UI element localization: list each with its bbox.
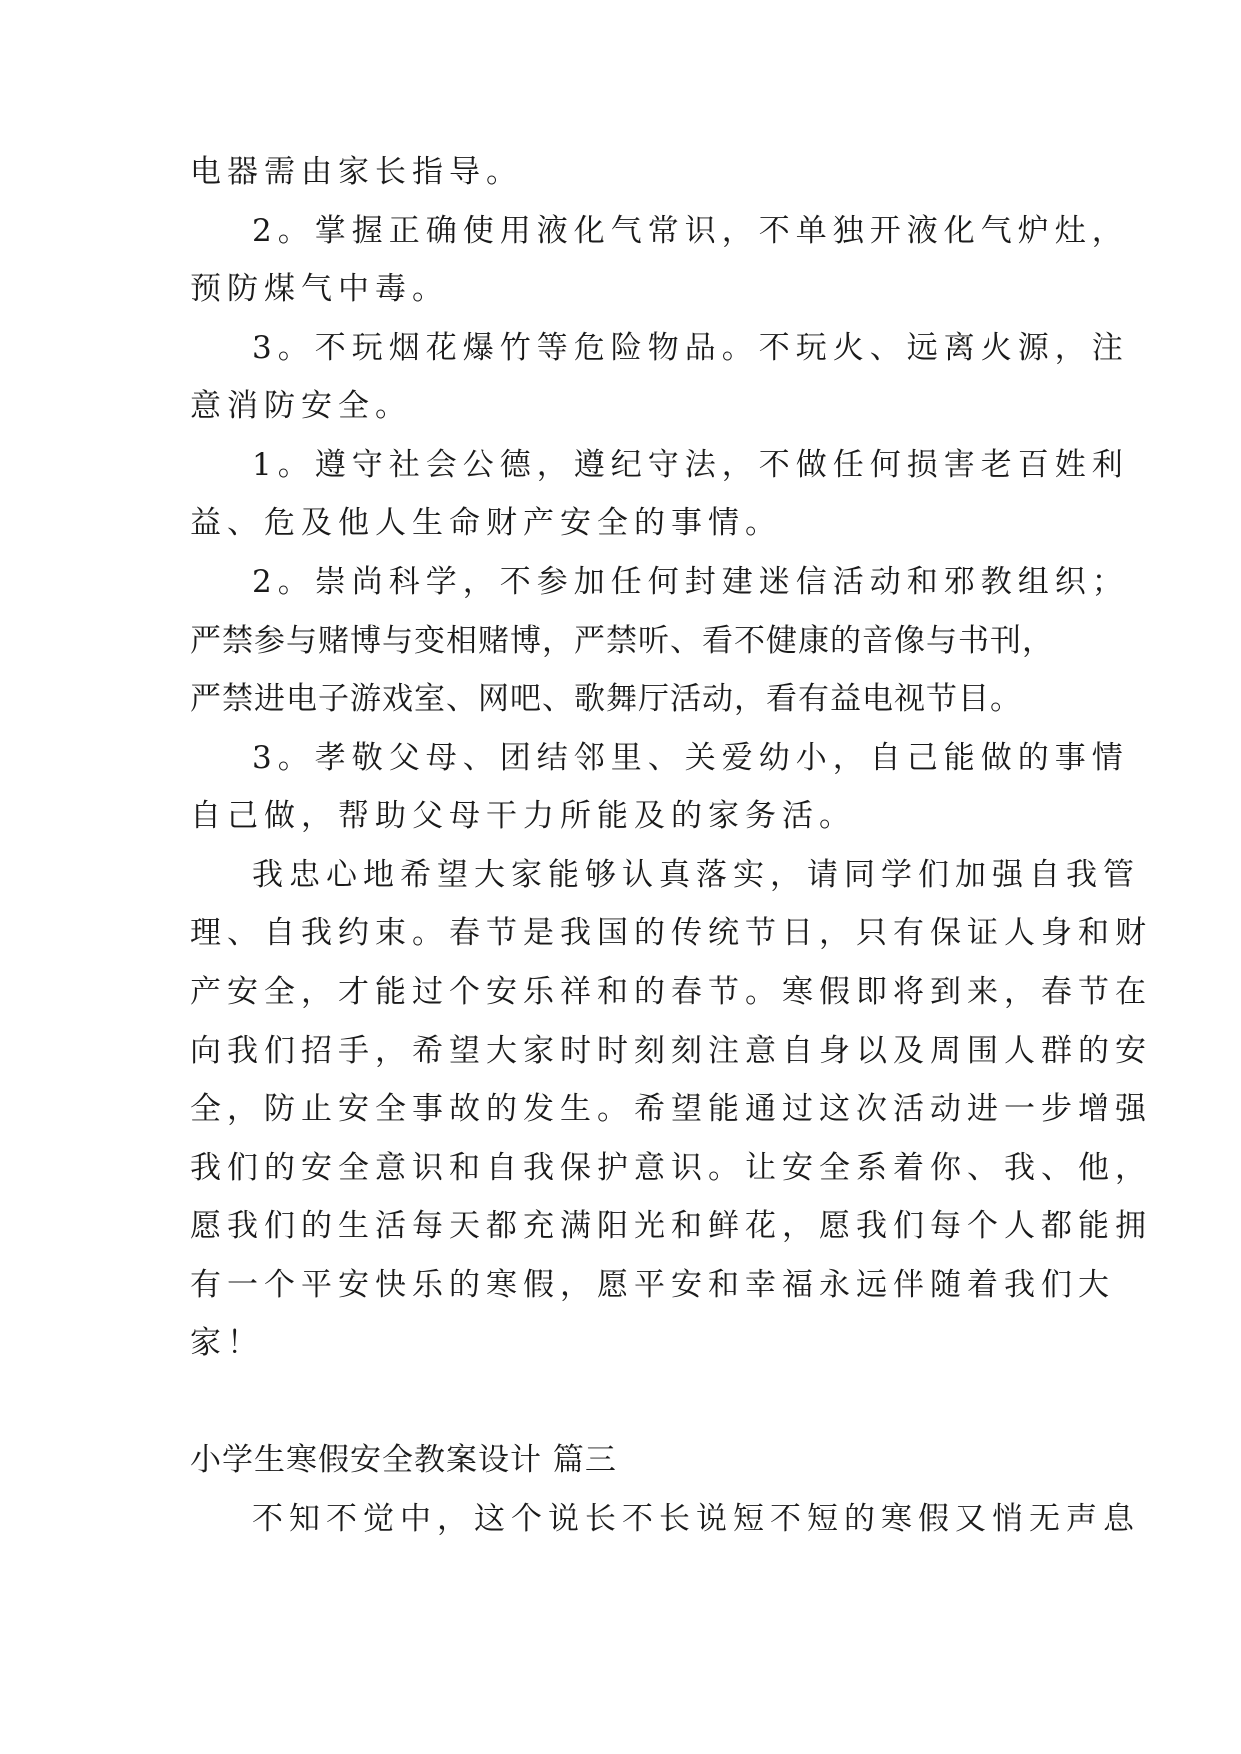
text-line: 理、自我约束。春节是我国的传统节日，只有保证人身和财 [190, 915, 1152, 951]
text-line: 2。掌握正确使用液化气常识，不单独开液化气炉灶， [252, 213, 1129, 249]
text-line: 益、危及他人生命财产安全的事情。 [190, 505, 782, 541]
text-line: 不知不觉中，这个说长不长说短不短的寒假又悄无声息 [252, 1501, 1140, 1537]
text-line: 意消防安全。 [190, 388, 412, 424]
text-line: 愿我们的生活每天都充满阳光和鲜花，愿我们每个人都能拥 [190, 1208, 1152, 1244]
text-line: 1。遵守社会公德，遵纪守法，不做任何损害老百姓利 [252, 447, 1129, 483]
section-heading: 小学生寒假安全教案设计 篇三 [190, 1442, 617, 1478]
text-line: 3。孝敬父母、团结邻里、关爱幼小，自己能做的事情 [252, 740, 1129, 776]
text-line: 我忠心地希望大家能够认真落实，请同学们加强自我管 [252, 857, 1140, 893]
text-line: 我们的安全意识和自我保护意识。让安全系着你、我、他， [190, 1150, 1152, 1186]
text-line: 产安全，才能过个安乐祥和的春节。寒假即将到来，春节在 [190, 974, 1152, 1010]
text-line: 自己做，帮助父母干力所能及的家务活。 [190, 798, 856, 834]
text-line: 2。崇尚科学，不参加任何封建迷信活动和邪教组织； [252, 564, 1129, 600]
text-line: 向我们招手，希望大家时时刻刻注意自身以及周围人群的安 [190, 1033, 1152, 1069]
text-line: 全，防止安全事故的发生。希望能通过这次活动进一步增强 [190, 1091, 1152, 1127]
text-line: 家！ [190, 1325, 264, 1361]
text-line: 电器需由家长指导。 [190, 154, 523, 190]
text-line: 严禁参与赌博与变相赌博，严禁听、看不健康的音像与书刊， [190, 623, 1054, 659]
text-line: 有一个平安快乐的寒假，愿平安和幸福永远伴随着我们大 [190, 1267, 1115, 1303]
text-line: 3。不玩烟花爆竹等危险物品。不玩火、远离火源，注 [252, 330, 1129, 366]
text-line: 严禁进电子游戏室、网吧、歌舞厅活动，看有益电视节目。 [190, 681, 1022, 717]
text-line: 预防煤气中毒。 [190, 271, 449, 307]
